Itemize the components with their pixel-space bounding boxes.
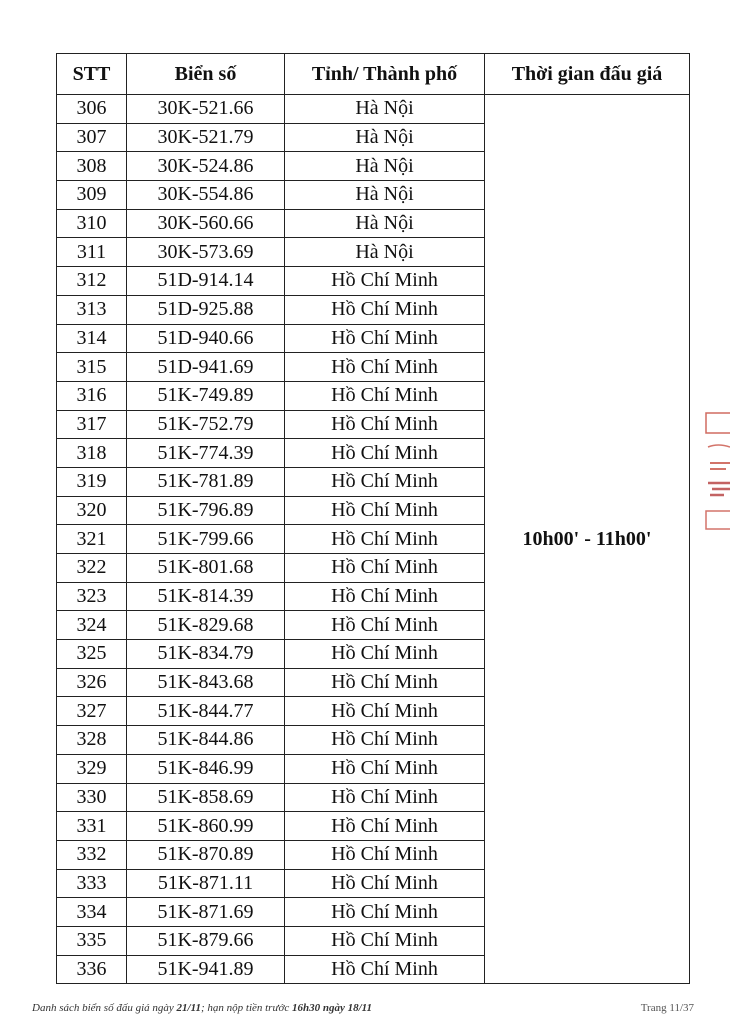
cell-province: Hồ Chí Minh (285, 554, 485, 583)
cell-plate: 51K-844.86 (127, 726, 285, 755)
cell-plate: 51K-799.66 (127, 525, 285, 554)
cell-stt: 306 (57, 95, 127, 124)
cell-plate: 51K-870.89 (127, 840, 285, 869)
cell-stt: 326 (57, 668, 127, 697)
cell-stt: 319 (57, 467, 127, 496)
table-body (57, 95, 690, 984)
cell-province: Hà Nội (285, 209, 485, 238)
cell-province: Hà Nội (285, 95, 485, 124)
cell-stt: 334 (57, 898, 127, 927)
cell-plate: 51K-879.66 (127, 926, 285, 955)
cell-province: Hồ Chí Minh (285, 898, 485, 927)
cell-stt: 332 (57, 840, 127, 869)
cell-province: Hồ Chí Minh (285, 726, 485, 755)
cell-province: Hồ Chí Minh (285, 955, 485, 984)
cell-province: Hồ Chí Minh (285, 812, 485, 841)
cell-stt: 328 (57, 726, 127, 755)
header-stt: STT (57, 54, 127, 95)
header-time: Thời gian đấu giá (485, 54, 690, 95)
cell-province: Hồ Chí Minh (285, 611, 485, 640)
cell-province: Hồ Chí Minh (285, 582, 485, 611)
page-number: Trang 11/37 (640, 1002, 694, 1014)
cell-plate: 30K-560.66 (127, 209, 285, 238)
cell-plate: 51K-871.69 (127, 898, 285, 927)
cell-province: Hồ Chí Minh (285, 410, 485, 439)
cell-plate: 30K-521.66 (127, 95, 285, 124)
cell-stt: 309 (57, 181, 127, 210)
cell-province: Hồ Chí Minh (285, 324, 485, 353)
cell-stt: 317 (57, 410, 127, 439)
cell-province: Hồ Chí Minh (285, 926, 485, 955)
cell-plate: 51K-846.99 (127, 754, 285, 783)
cell-plate: 51K-858.69 (127, 783, 285, 812)
cell-province: Hồ Chí Minh (285, 697, 485, 726)
cell-plate: 51K-829.68 (127, 611, 285, 640)
cell-province: Hồ Chí Minh (285, 381, 485, 410)
cell-province: Hồ Chí Minh (285, 869, 485, 898)
cell-plate: 51K-844.77 (127, 697, 285, 726)
cell-auction-time: 10h00' - 11h00' (485, 95, 690, 984)
cell-province: Hà Nội (285, 152, 485, 181)
cell-stt: 325 (57, 640, 127, 669)
cell-plate: 51D-925.88 (127, 295, 285, 324)
cell-plate: 51K-774.39 (127, 439, 285, 468)
footer-deadline-word: ngày (322, 1002, 345, 1014)
cell-province: Hồ Chí Minh (285, 439, 485, 468)
cell-province: Hồ Chí Minh (285, 467, 485, 496)
cell-province: Hồ Chí Minh (285, 840, 485, 869)
cell-province: Hồ Chí Minh (285, 754, 485, 783)
cell-plate: 51K-781.89 (127, 467, 285, 496)
cell-plate: 51D-941.69 (127, 353, 285, 382)
footer-auction-date: 21/11 (176, 1002, 201, 1014)
cell-province: Hồ Chí Minh (285, 783, 485, 812)
cell-stt: 323 (57, 582, 127, 611)
cell-stt: 307 (57, 123, 127, 152)
cell-plate: 51K-941.89 (127, 955, 285, 984)
cell-province: Hồ Chí Minh (285, 353, 485, 382)
cell-stt: 322 (57, 554, 127, 583)
cell-stt: 320 (57, 496, 127, 525)
cell-province: Hồ Chí Minh (285, 295, 485, 324)
header-plate: Biển số (127, 54, 285, 95)
cell-stt: 329 (57, 754, 127, 783)
license-plate-table (56, 53, 690, 984)
cell-plate: 51K-860.99 (127, 812, 285, 841)
cell-stt: 312 (57, 267, 127, 296)
cell-province: Hà Nội (285, 181, 485, 210)
seal-edge-icon (704, 407, 730, 537)
cell-plate: 30K-524.86 (127, 152, 285, 181)
header-province: Tỉnh/ Thành phố (285, 54, 485, 95)
cell-province: Hà Nội (285, 123, 485, 152)
cell-plate: 51D-914.14 (127, 267, 285, 296)
cell-stt: 311 (57, 238, 127, 267)
cell-plate: 51K-814.39 (127, 582, 285, 611)
cell-province: Hà Nội (285, 238, 485, 267)
table-header-row (57, 54, 690, 95)
footer-note (32, 1002, 372, 1014)
cell-plate: 51K-843.68 (127, 668, 285, 697)
cell-stt: 321 (57, 525, 127, 554)
cell-province: Hồ Chí Minh (285, 640, 485, 669)
cell-stt: 308 (57, 152, 127, 181)
cell-stt: 333 (57, 869, 127, 898)
cell-plate: 51D-940.66 (127, 324, 285, 353)
cell-plate: 51K-871.11 (127, 869, 285, 898)
cell-stt: 335 (57, 926, 127, 955)
footer-middle: ; hạn nộp tiền trước (200, 1002, 290, 1014)
cell-plate: 30K-573.69 (127, 238, 285, 267)
cell-stt: 315 (57, 353, 127, 382)
footer-deadline-date: 18/11 (347, 1002, 373, 1014)
footer-deadline-time: 16h30 (291, 1002, 321, 1014)
cell-stt: 336 (57, 955, 127, 984)
cell-stt: 310 (57, 209, 127, 238)
cell-province: Hồ Chí Minh (285, 496, 485, 525)
red-seal-stamp (704, 407, 730, 537)
cell-plate: 51K-801.68 (127, 554, 285, 583)
cell-stt: 331 (57, 812, 127, 841)
cell-plate: 51K-796.89 (127, 496, 285, 525)
cell-stt: 327 (57, 697, 127, 726)
cell-stt: 316 (57, 381, 127, 410)
cell-province: Hồ Chí Minh (285, 668, 485, 697)
cell-plate: 51K-752.79 (127, 410, 285, 439)
cell-plate: 51K-834.79 (127, 640, 285, 669)
cell-stt: 313 (57, 295, 127, 324)
cell-stt: 324 (57, 611, 127, 640)
cell-province: Hồ Chí Minh (285, 525, 485, 554)
cell-stt: 314 (57, 324, 127, 353)
cell-plate: 30K-554.86 (127, 181, 285, 210)
cell-plate: 30K-521.79 (127, 123, 285, 152)
cell-stt: 330 (57, 783, 127, 812)
cell-plate: 51K-749.89 (127, 381, 285, 410)
cell-province: Hồ Chí Minh (285, 267, 485, 296)
table-row (57, 95, 690, 124)
cell-stt: 318 (57, 439, 127, 468)
footer-prefix: Danh sách biển số đấu giá ngày (32, 1002, 174, 1014)
